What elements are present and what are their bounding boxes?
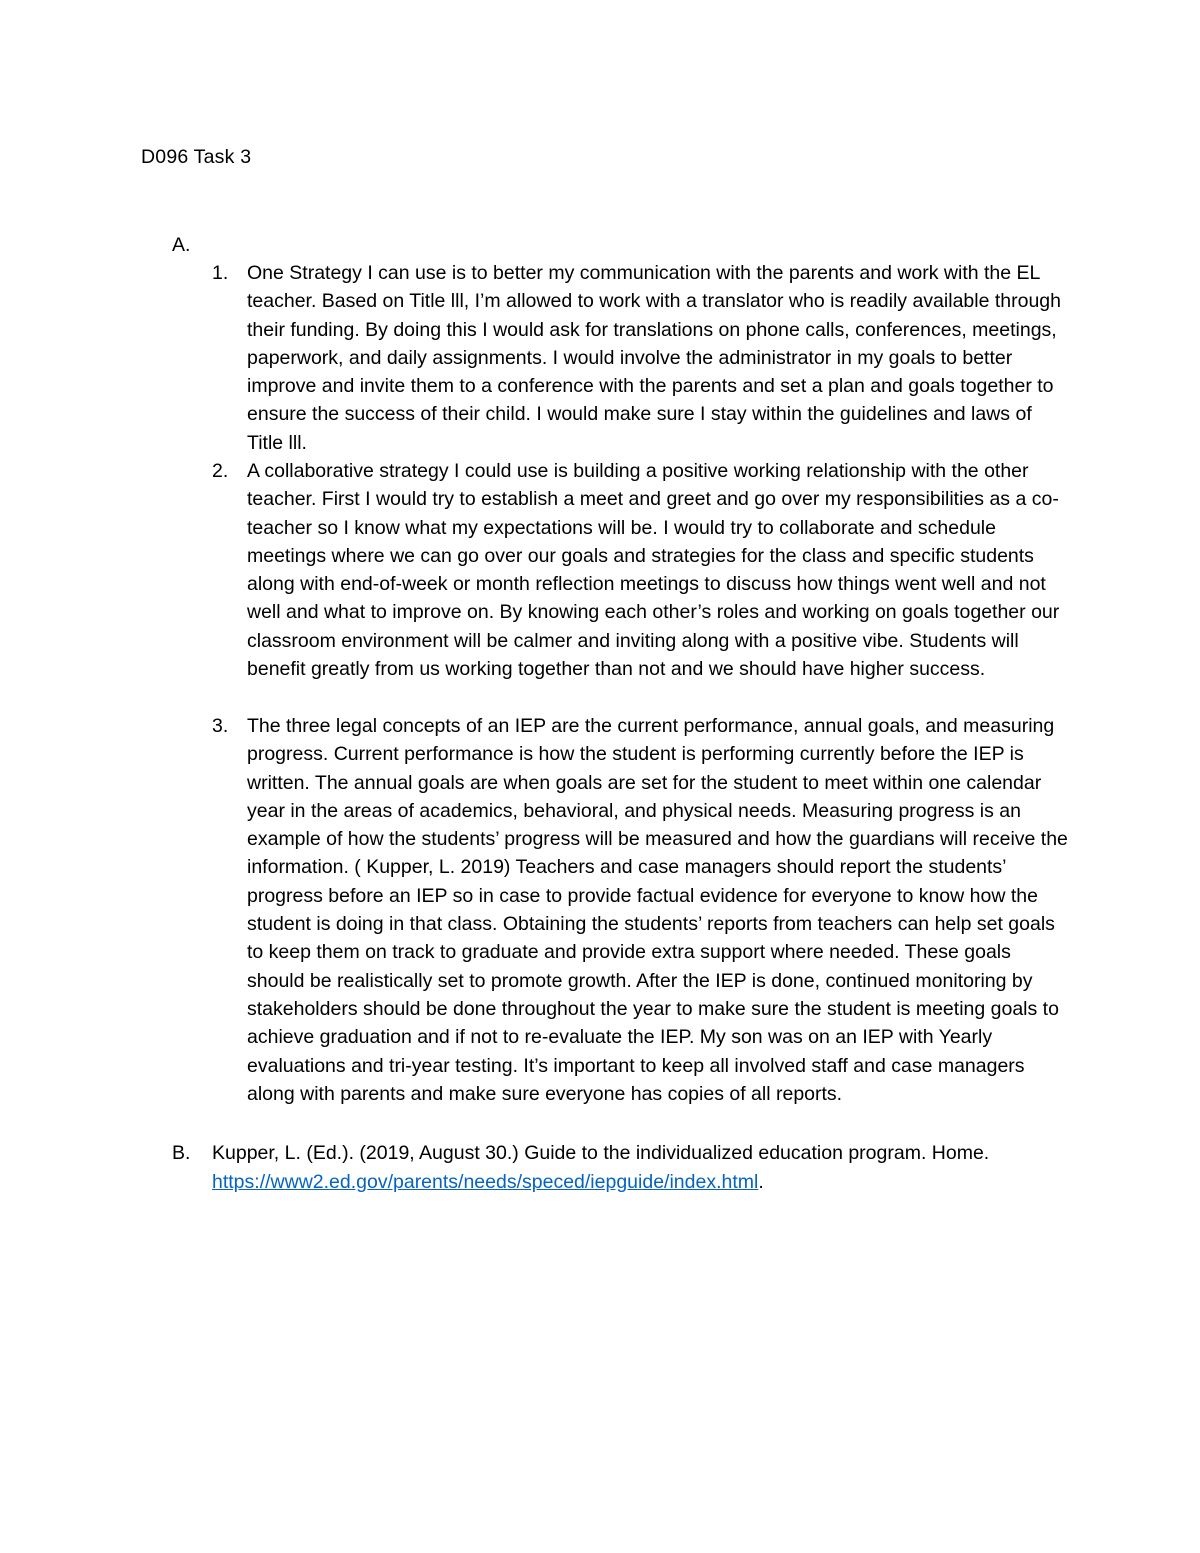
list-item-number: 3. xyxy=(212,715,229,737)
list-item-text: A collaborative strategy I could use is building a positive working relationship with the other teacher. First I would try to establish a meet and greet and go over my responsibilities as a co-teacher so I know what my expectations will be. I would try to collaborate and schedule meetings where we can go over our goals and strategies for the class and specific students along with end-of-week or month reflection meetings to discuss how things went well and not well and what to improve on. By knowing each other’s roles and working on goals together our classroom environment will be calmer and inviting along with a positive vibe. Students will benefit greatly from us working together than not and we should have higher success. xyxy=(247,460,1060,681)
reference-trailing-period: . xyxy=(758,1170,764,1193)
section-a-label: A. xyxy=(172,234,191,256)
list-item-number: 2. xyxy=(212,460,229,482)
section-b-label: B. xyxy=(172,1142,191,1164)
reference-entry xyxy=(212,1139,1052,1196)
list-item-3 xyxy=(212,712,1072,1108)
reference-citation: Kupper, L. (Ed.). (2019, August 30.) Guide to the individualized education program. Home. xyxy=(212,1142,990,1164)
section-b-reference xyxy=(172,1139,1052,1196)
list-item-number: 1. xyxy=(212,262,229,284)
list-item-text: The three legal concepts of an IEP are the current performance, annual goals, and measuring progress. Current performance is how the student is performing currently before the IEP is written. The annual goals are when goals are set for the student to meet within one calendar year in the areas of academics, behavioral, and physical needs. Measuring progress is an example of how the students’ progress will be measured and how the guardians will receive the information. ( Kupper, L. 2019) Teachers and case managers should report the students’ progress before an IEP so in case to provide factual evidence for everyone to know how the student is doing in that class. Obtaining the students’ reports from teachers can help set goals to keep them on track to graduate and provide extra support where needed. These goals should be realistically set to promote growth. After the IEP is done, continued monitoring by stakeholders should be done throughout the year to make sure the student is meeting goals to achieve graduation and if not to re-evaluate the IEP. My son was on an IEP with Yearly evaluations and tri-year testing. It’s important to keep all involved staff and case managers along with parents and make sure everyone has copies of all reports. xyxy=(247,715,1068,1105)
document-title: D096 Task 3 xyxy=(141,146,252,168)
list-item-1 xyxy=(212,259,1072,457)
list-item-2 xyxy=(212,457,1072,683)
list-item-text: One Strategy I can use is to better my communication with the parents and work with the EL teacher. Based on Title lll, I’m allowed to work with a translator who is readily available through their funding. By doing this I would ask for translations on phone calls, conferences, meetings, paperwork, and daily assignments. I would involve the administrator in my goals to better improve and invite them to a conference with the parents and set a plan and goals together to ensure the success of their child. I would make sure I stay within the guidelines and laws of Title lll. xyxy=(247,262,1061,454)
reference-link[interactable]: https://www2.ed.gov/parents/needs/speced/iepguide/index.html xyxy=(212,1170,759,1193)
